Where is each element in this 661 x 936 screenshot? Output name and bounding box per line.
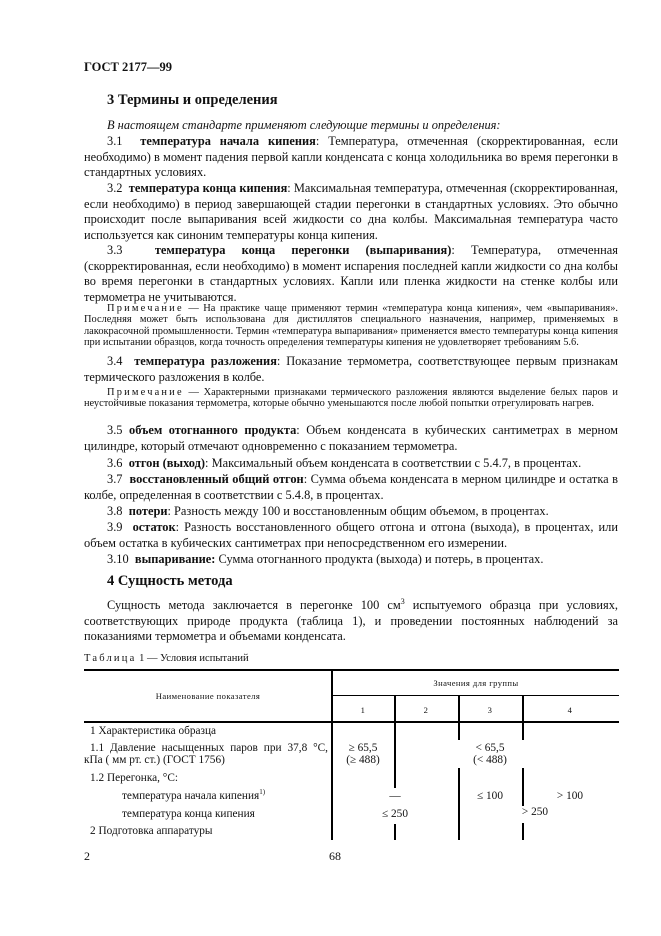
row-label: температура конца кипения: [122, 808, 255, 820]
cell-value: ≤ 250: [382, 808, 408, 820]
cell-value: ≥ 65,5: [348, 742, 378, 754]
group-1-header: 1: [360, 705, 366, 715]
table-column-rule: [522, 823, 524, 840]
table-column-rule: [331, 670, 333, 840]
term-3-4: 3.4 температура разложения: Показание термометра, соответствующее первым признакам термического разложения в колбе.: [84, 354, 618, 384]
row-label: 2 Подготовка аппаратуры: [90, 825, 213, 837]
column-header-group: Значения для группы: [433, 678, 519, 688]
cell-value: —: [389, 790, 401, 802]
row-label: температура начала кипения$^{1)}$: [122, 788, 266, 802]
note-1: Примечание — На практике чаще применяют термин «температура конца кипения», чем «выпаривания». Последняя может быть использована для дистиллятов специального назначения, например, применяемых в лакокрасочной промышленности. Термин «температура выпаривания» применяется вместо температуры конца кипения при испытании образцов, когда точность определения температуры кипения не удовлетворяет требованиям 5.6.: [84, 303, 618, 349]
term-3-9: 3.9 остаток: Разность восстановленного общего отгона и отгона (выхода), в процентах, или объем остатка в кубических сантиметрах при непосредственном его измерении.: [84, 520, 618, 550]
section-4-text: Сущность метода заключается в перегонке 100 $см^3$ испытуемого образца при условиях, соответствующих природе продукта (таблица 1), и проведении постоянных наблюдений за показаниями термометра и объемами конденсата.: [84, 596, 618, 644]
page-number-center: 68: [329, 849, 341, 863]
term-3-10: 3.10 выпаривание: Сумма отогнанного продукта (выхода) и потерь, в процентах.: [107, 552, 544, 566]
cell-value: > 250: [521, 806, 549, 818]
table-caption: Таблица 1 — Условия испытаний: [84, 653, 249, 664]
note-2: Примечание — Характерными признаками термического разложения являются выделение белых паров и неустойчивые показания термометра, которые обычно уменьшаются после любой попытки отрегулировать нагрев.: [84, 387, 618, 410]
row-label: 1 Характеристика образца: [90, 725, 217, 737]
group-3-header: 3: [487, 705, 493, 715]
table-column-rule: [394, 824, 396, 840]
term-3-3: 3.3 температура конца перегонки (выпаривания): Температура, отмеченная (скорректированная, если необходимо) в момент испарения последней капли жидкости со дна колбы во время перегонки в стандартных условиях. Капли или пленка жидкости на стенке колбы или термометра не учитываются.: [84, 243, 618, 304]
group-4-header: 4: [567, 705, 573, 715]
column-header-name: Наименование показателя: [155, 691, 261, 701]
standard-header: ГОСТ 2177—99: [84, 60, 173, 74]
term-3-5: 3.5 объем отогнанного продукта: Объем конденсата в кубических сантиметрах в мерном цилиндре, который отмечают одновременно с показанием термометра.: [84, 423, 618, 453]
term-3-7: 3.7 восстановленный общий отгон: Сумма объема конденсата в мерном цилиндре и остатка в колбе, определенная в соответствии с 5.4.8, в процентах.: [84, 472, 618, 502]
term-3-2: 3.2 температура конца кипения: Максимальная температура, отмеченная (скорректированная, если необходимо) в период завершающей стадии перегонки в стандартных условиях. Это обычно происходит после выпаривания всей жидкости со дна колбы. Максимальная температура часто используется как синоним температуры конца кипения.: [84, 181, 619, 242]
table-column-rule: [458, 696, 460, 740]
term-3-1: 3.1 температура начала кипения: Температура, отмеченная (скорректированная, если необходимо) в момент падения первой капли конденсата с конца холодильника во время перегонки в стандартных условиях.: [84, 134, 618, 180]
row-label: 1.2 Перегонка, °С:: [90, 772, 178, 784]
cell-value: (< 488): [473, 754, 507, 766]
section-3-heading: 3 Термины и определения: [107, 92, 278, 108]
row-label: 1.1 Давление насыщенных паров при 37,8 °С,: [90, 742, 328, 754]
cell-value: ≤ 100: [477, 790, 503, 802]
table-header-bottom-rule: [84, 721, 619, 723]
row-label: кПа ( мм рт. ст.) (ГОСТ 1756): [84, 754, 225, 766]
section-3-intro: В настоящем стандарте применяют следующие термины и определения:: [107, 118, 501, 132]
table-column-rule: [522, 696, 524, 740]
page-number-left: 2: [84, 849, 90, 863]
table-column-rule: [458, 768, 460, 840]
term-3-6: 3.6 отгон (выход): Максимальный объем конденсата в соответствии с 5.4.7, в процентах.: [107, 456, 582, 470]
table-header-rule: [332, 695, 619, 696]
cell-value: > 100: [556, 790, 584, 802]
table-column-rule: [522, 768, 524, 806]
term-3-8: 3.8 потери: Разность между 100 и восстановленным общим объемом, в процентах.: [107, 504, 549, 518]
table-column-rule: [394, 696, 396, 788]
cell-value: < 65,5: [475, 742, 505, 754]
cell-value: (≥ 488): [346, 754, 380, 766]
table-top-rule: [84, 669, 619, 671]
group-2-header: 2: [423, 705, 429, 715]
section-4-heading: 4 Сущность метода: [107, 573, 233, 589]
